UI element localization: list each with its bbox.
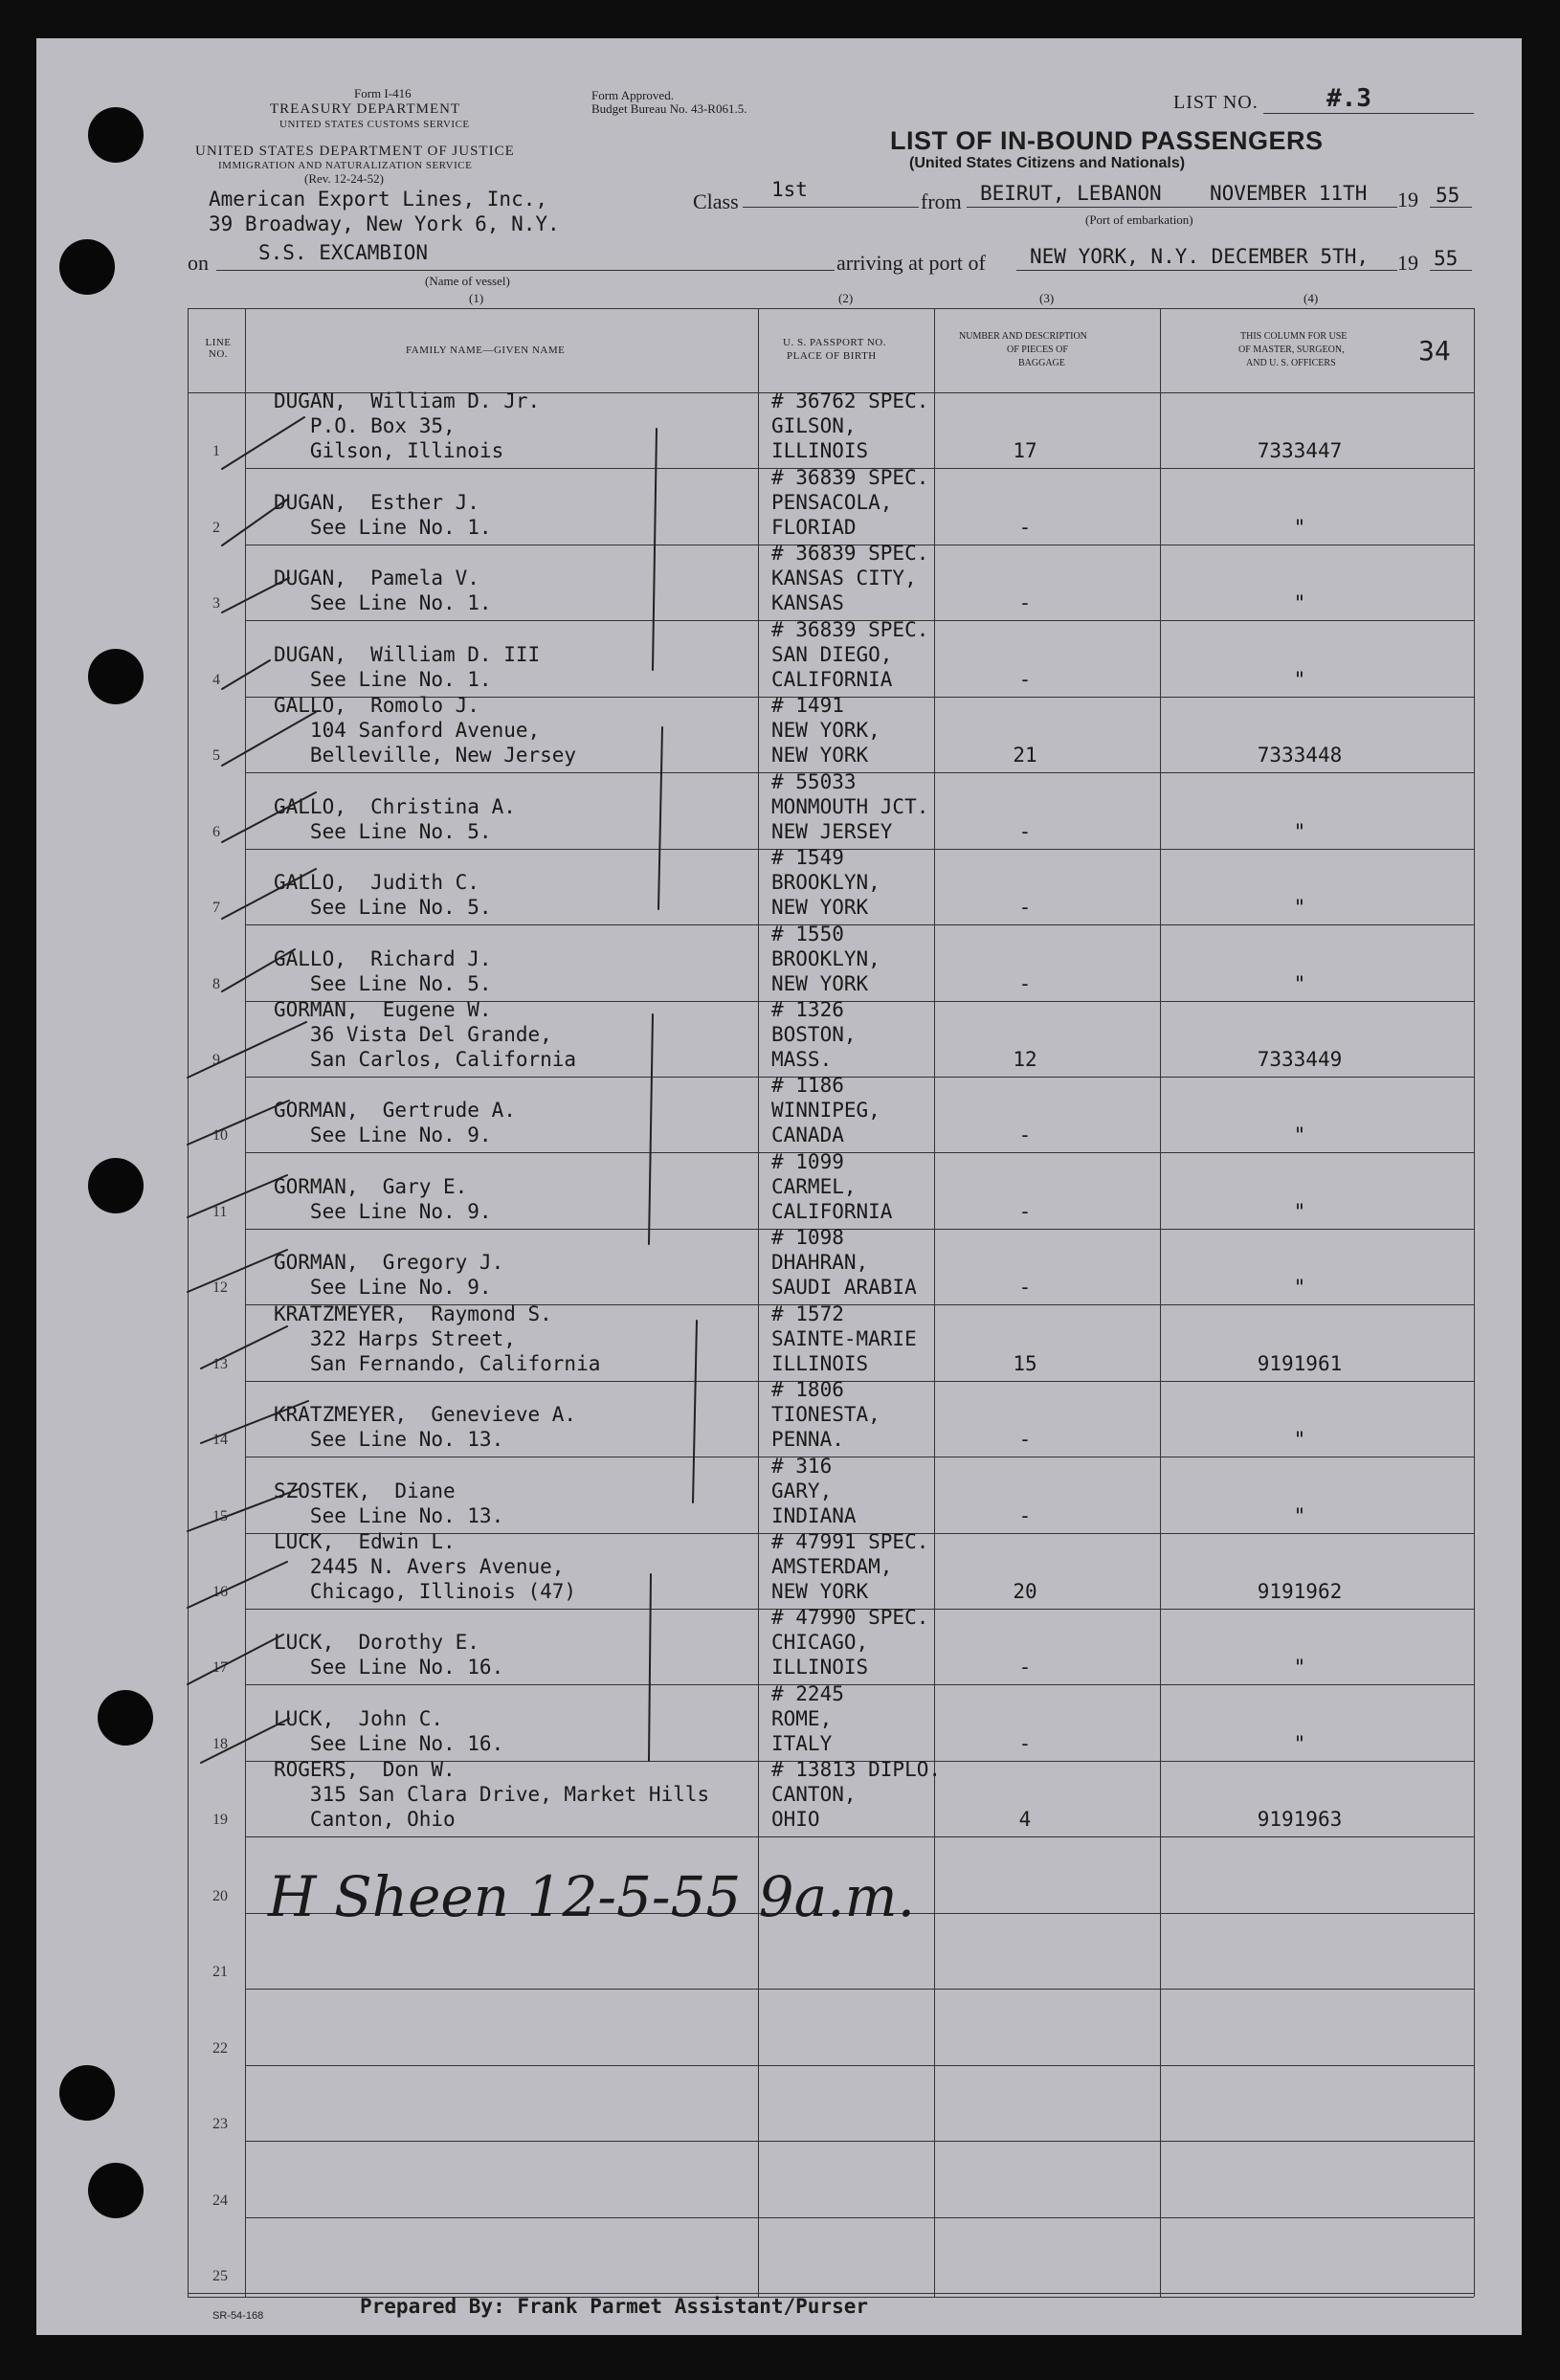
passenger-name-line: GALLO, Romolo J. — [274, 694, 479, 718]
line-number: 20 — [212, 1887, 228, 1904]
year-prefix: 19 — [1397, 188, 1418, 211]
passport-place-line: # 36839 SPEC. — [771, 617, 929, 641]
passport-place-line: ILLINOIS — [771, 1656, 869, 1679]
line-number: 13 — [212, 1355, 228, 1372]
arrival-year: 55 — [1434, 247, 1459, 270]
column-header-line-no: LINE NO. — [205, 337, 232, 360]
baggage-count: - — [1018, 1123, 1032, 1147]
passport-place-line: # 55033 — [771, 769, 857, 793]
baggage-count: - — [1018, 1276, 1032, 1300]
line-number: 6 — [212, 823, 220, 840]
baggage-count: 20 — [1013, 1580, 1037, 1604]
passenger-name-line: DUGAN, William D. Jr. — [274, 389, 541, 413]
page-subtitle: (United States Citizens and Nationals) — [909, 155, 1186, 171]
passenger-name-line: GALLO, Richard J. — [274, 946, 492, 970]
passenger-name-line: KRATZMEYER, Genevieve A. — [274, 1403, 577, 1427]
passport-place-line: CALIFORNIA — [771, 1199, 893, 1223]
passport-place-line: CANTON, — [771, 1783, 857, 1807]
passport-place-line: MONMOUTH JCT. — [771, 794, 929, 818]
officer-number: 7333448 — [1257, 744, 1343, 767]
passenger-name-line: See Line No. 5. — [274, 971, 492, 995]
passenger-name-line: See Line No. 13. — [274, 1503, 504, 1527]
column-number-1: (1) — [469, 291, 484, 305]
line-number: 8 — [212, 975, 220, 992]
line-number: 5 — [212, 747, 220, 765]
passenger-name-line: GORMAN, Gary E. — [274, 1174, 468, 1198]
line-number: 24 — [212, 2191, 228, 2209]
passport-place-line: FLORIAD — [771, 515, 857, 539]
passenger-name-line: San Fernando, California — [274, 1351, 601, 1375]
line-number: 25 — [212, 2268, 228, 2284]
passport-place-line: BROOKLYN, — [771, 946, 880, 970]
passenger-name-line: 315 San Clara Drive, Market Hills — [274, 1783, 710, 1807]
line-number: 10 — [212, 1127, 228, 1145]
baggage-count: - — [1018, 515, 1032, 539]
line-number: 14 — [212, 1432, 228, 1449]
passenger-name-line: See Line No. 5. — [274, 819, 492, 843]
passport-place-line: PENSACOLA, — [771, 490, 893, 514]
page-title: LIST OF IN-BOUND PASSENGERS — [890, 126, 1324, 155]
column-header-passport-1: U. S. PASSPORT NO. — [783, 337, 886, 348]
footer-code: SR-54-168 — [212, 2310, 264, 2322]
passport-place-line: # 316 — [771, 1454, 833, 1478]
treasury-department: TREASURY DEPARTMENT — [270, 101, 461, 117]
passport-place-line: # 36839 SPEC. — [771, 542, 929, 566]
passenger-name-line: See Line No. 1. — [274, 591, 492, 615]
port-caption: (Port of embarkation) — [1085, 212, 1193, 227]
officer-number: 9191962 — [1257, 1580, 1343, 1604]
passport-place-line: # 2245 — [771, 1681, 844, 1705]
line-number: 2 — [212, 519, 220, 536]
baggage-count: - — [1018, 591, 1032, 615]
company-line-1: American Export Lines, Inc., — [209, 188, 548, 211]
passport-place-line: SAN DIEGO, — [771, 642, 893, 666]
passenger-name-line: 104 Sanford Avenue, — [274, 719, 541, 743]
passport-place-line: OHIO — [771, 1808, 820, 1832]
passenger-name-line: 2445 N. Avers Avenue, — [274, 1555, 565, 1579]
passport-place-line: # 1186 — [771, 1074, 844, 1098]
passport-place-line: KANSAS CITY, — [771, 567, 917, 590]
passenger-name-line: GALLO, Judith C. — [274, 871, 479, 895]
passport-place-line: # 1491 — [771, 694, 844, 718]
passport-place-line: CHICAGO, — [771, 1631, 869, 1655]
passport-place-line: AMSTERDAM, — [771, 1555, 893, 1579]
passenger-name-line: See Line No. 13. — [274, 1428, 504, 1452]
officer-number: " — [1293, 896, 1306, 920]
passport-place-line: NEW YORK — [771, 1580, 869, 1604]
passport-place-line: PENNA. — [771, 1428, 844, 1452]
baggage-count: - — [1018, 1656, 1032, 1679]
passport-place-line: # 1326 — [771, 997, 844, 1021]
officer-number: 7333449 — [1257, 1047, 1343, 1071]
line-number: 3 — [212, 595, 220, 612]
officer-number: " — [1293, 591, 1306, 615]
passport-place-line: # 13813 DIPLO. — [771, 1758, 942, 1782]
line-number: 12 — [212, 1279, 228, 1297]
column-header-officers-2: OF MASTER, SURGEON, — [1238, 345, 1345, 355]
passport-place-line: # 1572 — [771, 1301, 844, 1325]
officer-number: " — [1293, 819, 1306, 843]
justice-department: UNITED STATES DEPARTMENT OF JUSTICE — [195, 144, 515, 159]
line-number: 7 — [212, 900, 220, 917]
class-value: 1st — [771, 178, 808, 201]
line-number: 16 — [212, 1584, 228, 1601]
column-header-name: FAMILY NAME—GIVEN NAME — [406, 345, 566, 356]
baggage-count: 4 — [1018, 1808, 1032, 1832]
baggage-count: - — [1018, 667, 1032, 691]
line-number: 17 — [212, 1659, 228, 1677]
passenger-name-line: SZOSTEK, Diane — [274, 1479, 456, 1502]
passport-place-line: NEW YORK — [771, 971, 869, 995]
officer-number: " — [1293, 515, 1306, 539]
officer-number: 9191963 — [1257, 1808, 1343, 1832]
line-number: 11 — [212, 1203, 228, 1220]
baggage-count: - — [1018, 1503, 1032, 1527]
baggage-count: - — [1018, 1428, 1032, 1452]
column-number-3: (3) — [1039, 291, 1055, 305]
passenger-name-line: P.O. Box 35, — [274, 414, 456, 438]
passport-place-line: ROME, — [771, 1706, 833, 1730]
passport-place-line: GILSON, — [771, 414, 857, 438]
baggage-count: 15 — [1013, 1351, 1037, 1375]
column-header-baggage-2: OF PIECES OF — [1007, 345, 1068, 355]
passport-place-line: NEW YORK — [771, 744, 869, 767]
passenger-name-line: See Line No. 1. — [274, 667, 492, 691]
passport-place-line: # 47990 SPEC. — [771, 1606, 929, 1630]
port-of-embarkation: BEIRUT, LEBANON — [980, 182, 1162, 205]
officer-number: " — [1293, 667, 1306, 691]
passport-place-line: INDIANA — [771, 1503, 857, 1527]
passenger-name-line: ROGERS, Don W. — [274, 1758, 456, 1782]
passport-place-line: CARMEL, — [771, 1174, 857, 1198]
column-number-4: (4) — [1304, 291, 1319, 305]
line-number: 4 — [212, 671, 220, 688]
passport-place-line: ITALY — [771, 1731, 833, 1755]
officer-number: " — [1293, 1199, 1306, 1223]
passenger-name-line: See Line No. 9. — [274, 1276, 492, 1300]
passenger-name-line: DUGAN, Esther J. — [274, 490, 479, 514]
passport-place-line: ILLINOIS — [771, 439, 869, 463]
officer-number: " — [1293, 1123, 1306, 1147]
arrival-port-date: NEW YORK, N.Y. DECEMBER 5TH, — [1030, 245, 1370, 268]
passport-place-line: NEW JERSEY — [771, 819, 893, 843]
prepared-by: Prepared By: Frank Parmet Assistant/Purser — [360, 2295, 869, 2318]
passport-place-line: CANADA — [771, 1123, 844, 1147]
officer-number: 9191961 — [1257, 1351, 1343, 1375]
baggage-count: - — [1018, 971, 1032, 995]
passport-place-line: BROOKLYN, — [771, 871, 880, 895]
vessel-caption: (Name of vessel) — [425, 274, 510, 288]
line-number: 19 — [212, 1812, 228, 1829]
baggage-count: - — [1018, 1199, 1032, 1223]
customs-service: UNITED STATES CUSTOMS SERVICE — [279, 119, 470, 130]
officer-number: " — [1293, 1428, 1306, 1452]
column-header-passport-2: PLACE OF BIRTH — [787, 350, 877, 362]
passenger-name-line: Belleville, New Jersey — [274, 744, 577, 767]
passenger-name-line: See Line No. 5. — [274, 896, 492, 920]
line-number: 15 — [212, 1507, 228, 1524]
baggage-count: - — [1018, 896, 1032, 920]
passenger-name-line: Canton, Ohio — [274, 1808, 456, 1832]
embarkation-year: 55 — [1436, 184, 1460, 207]
line-number: 1 — [212, 443, 220, 460]
passport-place-line: # 1549 — [771, 846, 844, 870]
budget-bureau: Budget Bureau No. 43-R061.5. — [591, 101, 747, 116]
column-number-2: (2) — [838, 291, 854, 305]
passport-place-line: BOSTON, — [771, 1022, 857, 1046]
inspector-signature: H Sheen 12-5-55 9a.m. — [268, 1864, 916, 1929]
passport-place-line: # 1099 — [771, 1149, 844, 1173]
passport-place-line: # 36839 SPEC. — [771, 465, 929, 489]
baggage-count: 17 — [1013, 439, 1037, 463]
officer-number: " — [1293, 1656, 1306, 1679]
passport-place-line: ILLINOIS — [771, 1351, 869, 1375]
passenger-name-line: LUCK, Edwin L. — [274, 1530, 456, 1554]
vessel-name: S.S. EXCAMBION — [258, 241, 429, 264]
baggage-count: 12 — [1013, 1047, 1037, 1071]
passenger-name-line: 36 Vista Del Grande, — [274, 1022, 552, 1046]
passport-place-line: TIONESTA, — [771, 1403, 880, 1427]
passenger-name-line: See Line No. 9. — [274, 1199, 492, 1223]
passenger-name-line: Gilson, Illinois — [274, 439, 504, 463]
officer-number: " — [1293, 1276, 1306, 1300]
baggage-count: - — [1018, 1731, 1032, 1755]
line-number: 23 — [212, 2116, 228, 2133]
passport-place-line: SAUDI ARABIA — [771, 1276, 917, 1300]
page-number: 34 — [1418, 335, 1451, 367]
on-label: on — [188, 251, 209, 275]
passport-place-line: # 1806 — [771, 1378, 844, 1402]
passport-place-line: CALIFORNIA — [771, 667, 893, 691]
column-header-officers-1: THIS COLUMN FOR USE — [1240, 331, 1348, 342]
officer-number: 7333447 — [1257, 439, 1343, 463]
passenger-name-line: GORMAN, Gertrude A. — [274, 1099, 516, 1123]
column-header-officers-3: AND U. S. OFFICERS — [1246, 358, 1336, 368]
passport-place-line: # 36762 SPEC. — [771, 389, 929, 413]
form-approved: Form Approved. — [591, 88, 674, 102]
passport-place-line: NEW YORK — [771, 896, 869, 920]
arrival-year-prefix: 19 — [1397, 251, 1418, 275]
list-number-label: LIST NO. — [1173, 92, 1259, 113]
passenger-name-line: GORMAN, Eugene W. — [274, 997, 492, 1021]
passenger-name-line: Chicago, Illinois (47) — [274, 1580, 577, 1604]
passport-place-line: # 1550 — [771, 922, 844, 945]
passenger-name-line: See Line No. 1. — [274, 515, 492, 539]
passenger-name-line: GALLO, Christina A. — [274, 794, 516, 818]
passenger-name-line: DUGAN, William D. III — [274, 642, 541, 666]
passport-place-line: KANSAS — [771, 591, 844, 615]
line-number: 9 — [212, 1051, 220, 1068]
passenger-name-line: See Line No. 16. — [274, 1731, 504, 1755]
baggage-count: 21 — [1013, 744, 1037, 767]
passenger-name-line: LUCK, John C. — [274, 1706, 444, 1730]
form-revision: (Rev. 12-24-52) — [304, 171, 384, 186]
passenger-name-line: GORMAN, Gregory J. — [274, 1251, 504, 1275]
passport-place-line: NEW YORK, — [771, 719, 880, 743]
passenger-name-line: LUCK, Dorothy E. — [274, 1631, 479, 1655]
company-line-2: 39 Broadway, New York 6, N.Y. — [209, 212, 560, 235]
passenger-name-line: KRATZMEYER, Raymond S. — [274, 1301, 552, 1325]
officer-number: " — [1293, 1731, 1306, 1755]
line-number: 18 — [212, 1735, 228, 1752]
line-number: 22 — [212, 2039, 228, 2057]
arriving-label: arriving at port of — [836, 251, 986, 275]
passport-place-line: SAINTE-MARIE — [771, 1326, 917, 1350]
list-number: #.3 — [1326, 84, 1371, 113]
passport-place-line: # 1098 — [771, 1226, 844, 1250]
baggage-count: - — [1018, 819, 1032, 843]
passenger-name-line: See Line No. 16. — [274, 1656, 504, 1679]
passport-place-line: WINNIPEG, — [771, 1099, 880, 1123]
passenger-name-line: DUGAN, Pamela V. — [274, 567, 479, 590]
immigration-service: IMMIGRATION AND NATURALIZATION SERVICE — [218, 160, 473, 171]
passenger-name-line: See Line No. 9. — [274, 1123, 492, 1147]
column-header-baggage-1: NUMBER AND DESCRIPTION — [959, 331, 1087, 342]
passport-place-line: MASS. — [771, 1047, 833, 1071]
embarkation-date: NOVEMBER 11TH — [1210, 182, 1368, 205]
passport-place-line: DHAHRAN, — [771, 1251, 869, 1275]
column-header-baggage-3: BAGGAGE — [1018, 358, 1065, 368]
line-number: 21 — [212, 1964, 228, 1981]
passenger-name-line: San Carlos, California — [274, 1047, 577, 1071]
class-label: Class — [693, 189, 739, 213]
form-number: Form I-416 — [354, 86, 412, 100]
passenger-name-line: 322 Harps Street, — [274, 1326, 516, 1350]
passport-place-line: # 47991 SPEC. — [771, 1530, 929, 1554]
from-label: from — [921, 189, 962, 213]
passport-place-line: GARY, — [771, 1479, 833, 1502]
officer-number: " — [1293, 971, 1306, 995]
officer-number: " — [1293, 1503, 1306, 1527]
